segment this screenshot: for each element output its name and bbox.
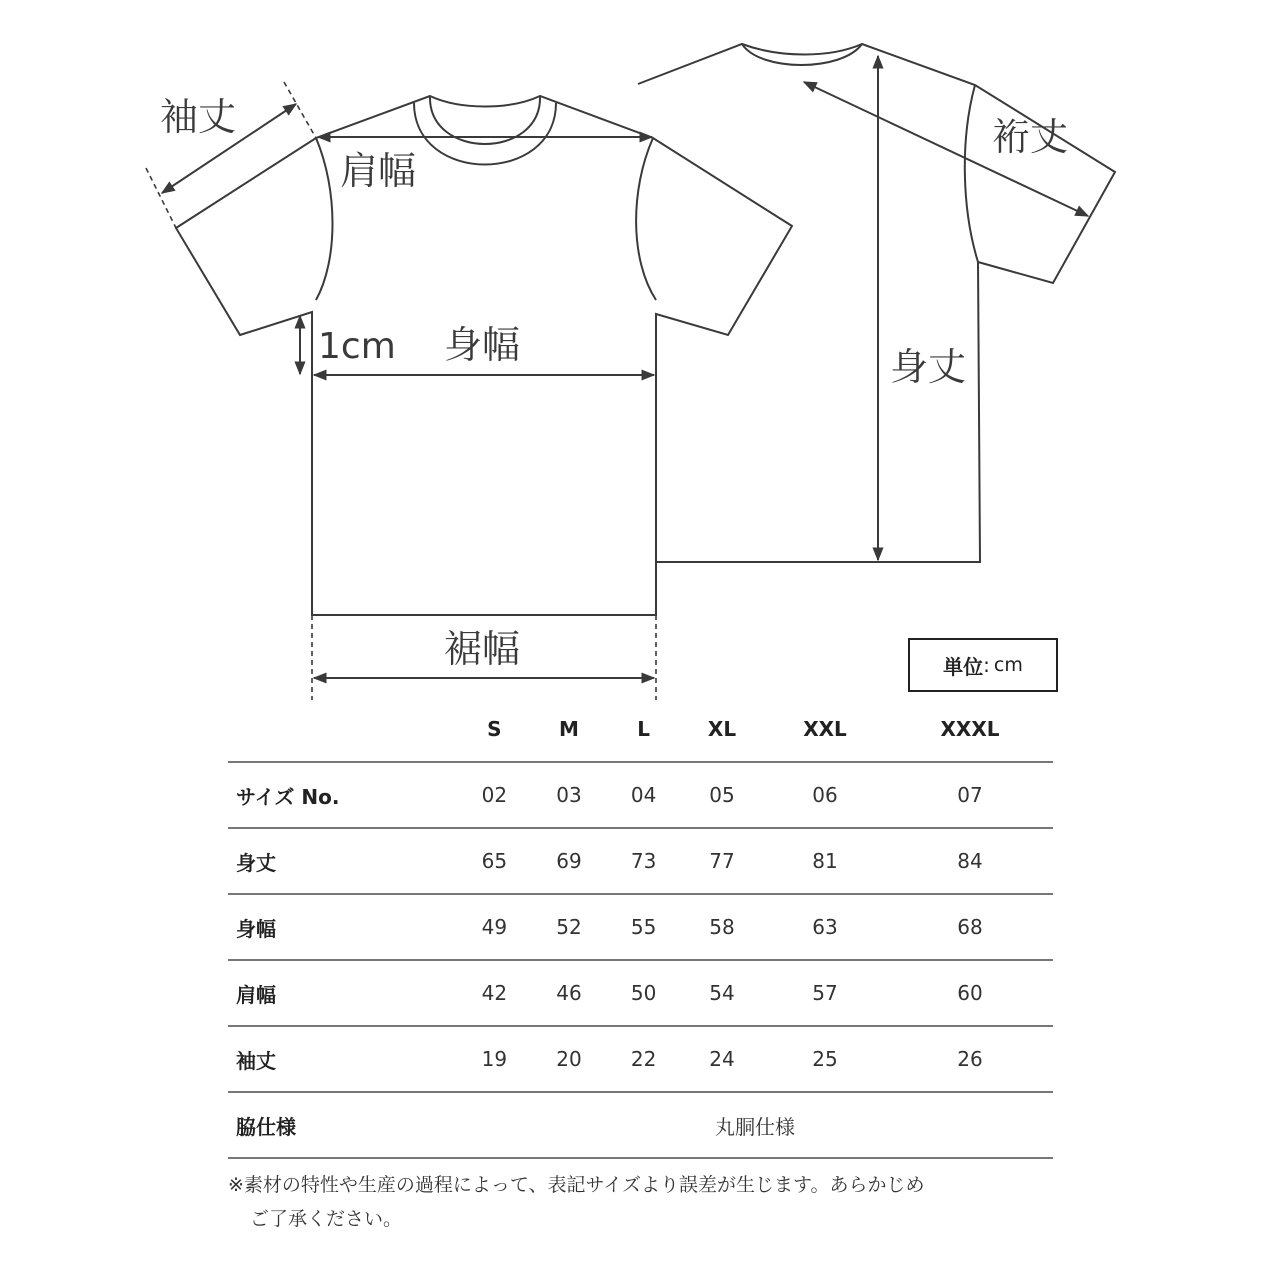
table-cell: 54 xyxy=(681,960,763,1026)
side-spec-value: 丸胴仕様 xyxy=(457,1092,1053,1158)
table-cell: 65 xyxy=(457,828,532,894)
table-cell: 19 xyxy=(457,1026,532,1092)
row-label: サイズ No. xyxy=(228,762,457,828)
table-cell: 49 xyxy=(457,894,532,960)
unit-box xyxy=(908,638,1058,692)
table-cell: 77 xyxy=(681,828,763,894)
table-cell: 20 xyxy=(532,1026,607,1092)
row-label: 身丈 xyxy=(228,828,457,894)
body-width-label: 身幅 xyxy=(444,323,521,367)
row-label: 肩幅 xyxy=(228,960,457,1026)
table-cell: 03 xyxy=(532,762,607,828)
size-table xyxy=(228,697,1053,1159)
table-cell: 58 xyxy=(681,894,763,960)
table-cell: 68 xyxy=(887,894,1053,960)
table-cell: 60 xyxy=(887,960,1053,1026)
hem-width-label: 裾幅 xyxy=(444,627,521,671)
table-corner xyxy=(228,697,457,762)
size-header: XL xyxy=(707,717,737,741)
size-header-row xyxy=(228,697,1053,762)
size-header: M xyxy=(559,717,579,741)
table-row xyxy=(228,828,1053,894)
table-cell: 57 xyxy=(763,960,887,1026)
body-length-label: 身丈 xyxy=(890,345,967,389)
table-cell: 73 xyxy=(606,828,681,894)
table-cell: 63 xyxy=(763,894,887,960)
table-cell: 26 xyxy=(887,1026,1053,1092)
table-cell: 52 xyxy=(532,894,607,960)
size-header: S xyxy=(487,717,502,741)
disclaimer-note xyxy=(228,1168,1058,1236)
table-row xyxy=(228,894,1053,960)
row-label: 脇仕様 xyxy=(228,1092,457,1158)
table-cell: 06 xyxy=(763,762,887,828)
note-line-2: ご了承ください。 xyxy=(250,1208,403,1230)
table-cell: 46 xyxy=(532,960,607,1026)
table-cell: 02 xyxy=(457,762,532,828)
table-cell: 22 xyxy=(606,1026,681,1092)
table-row xyxy=(228,1026,1053,1092)
sleeve-length-label: 袖丈 xyxy=(160,95,237,139)
table-cell: 42 xyxy=(457,960,532,1026)
table-cell: 04 xyxy=(606,762,681,828)
note-line-1: ※素材の特性や生産の過程によって、表記サイズより誤差が生じます。あらかじめ xyxy=(228,1174,925,1196)
table-cell: 25 xyxy=(763,1026,887,1092)
size-header: XXXL xyxy=(940,717,1000,741)
one-cm-label: 1cm xyxy=(318,326,396,367)
side-spec-row xyxy=(228,1092,1053,1158)
table-cell: 50 xyxy=(606,960,681,1026)
table-cell: 55 xyxy=(606,894,681,960)
table-row xyxy=(228,960,1053,1026)
table-cell: 81 xyxy=(763,828,887,894)
size-header: XXL xyxy=(803,717,847,741)
row-label: 身幅 xyxy=(228,894,457,960)
table-cell: 05 xyxy=(681,762,763,828)
size-header: L xyxy=(637,717,651,741)
unit-value: cm xyxy=(993,654,1023,676)
table-row xyxy=(228,762,1053,828)
unit-separator: : xyxy=(983,653,990,677)
table-cell: 69 xyxy=(532,828,607,894)
unit-label: 単位 xyxy=(943,654,984,679)
table-cell: 84 xyxy=(887,828,1053,894)
table-cell: 07 xyxy=(887,762,1053,828)
raglan-length-label: 裄丈 xyxy=(992,115,1069,159)
shoulder-width-label: 肩幅 xyxy=(340,149,417,193)
row-label: 袖丈 xyxy=(228,1026,457,1092)
table-cell: 24 xyxy=(681,1026,763,1092)
